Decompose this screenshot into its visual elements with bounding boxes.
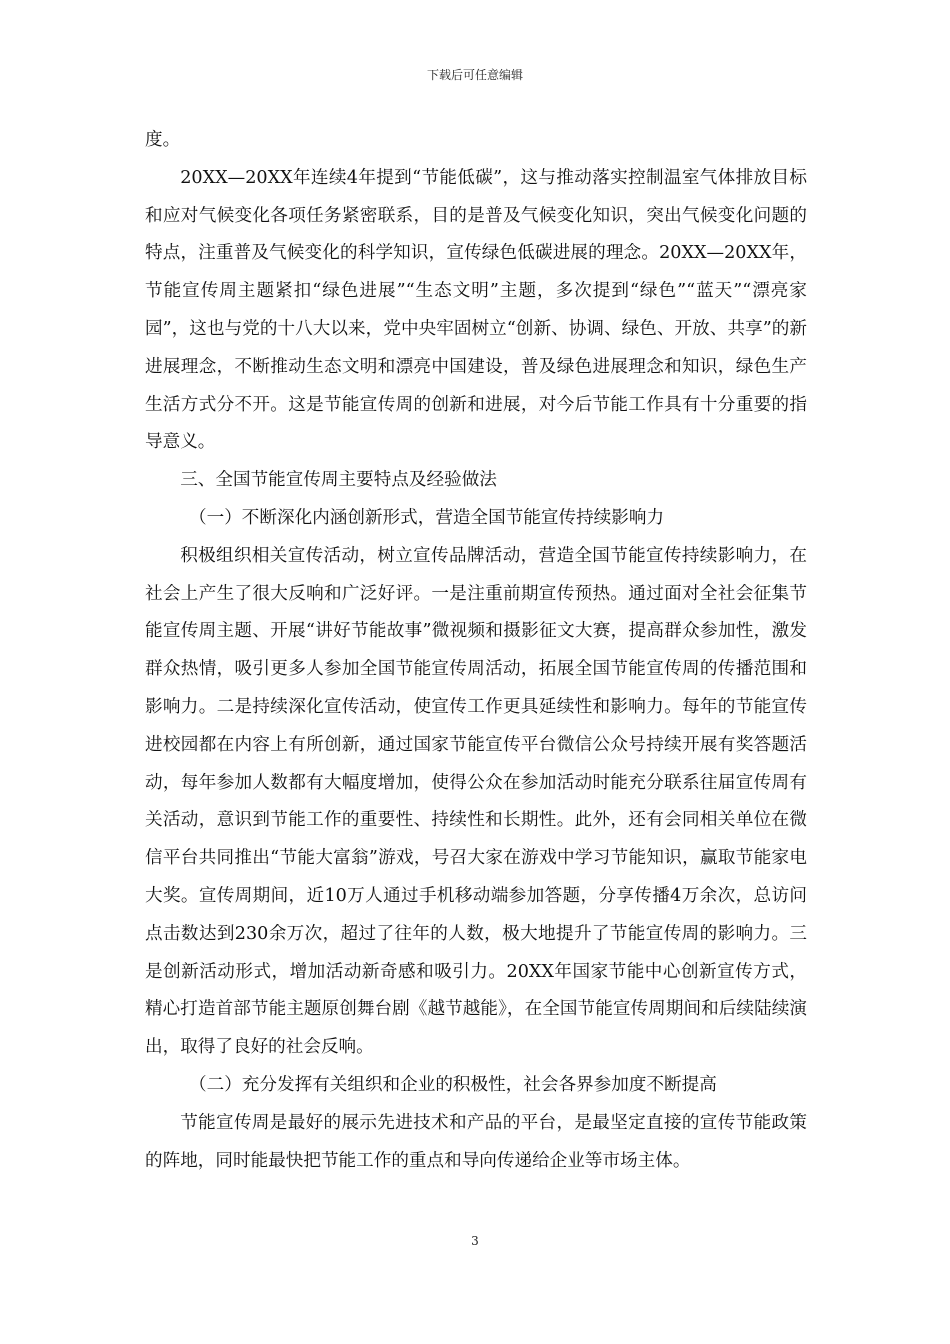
subsection-heading-2: （二）充分发挥有关组织和企业的积极性，社会各界参加度不断提高: [189, 1074, 717, 1095]
paragraph-publicity-activities: 积极组织相关宣传活动，树立宣传品牌活动，营造全国节能宣传持续影响力，在社会上产生了很大反响和广泛好评。一是注重前期宣传预热。通过面对全社会征集节能宣传周主题、开展“讲好节能故事”微视频和摄影征文大赛，提高群众参加性，激发群众热情，吸引更多人参加全国节能宣传周活动，拓展全国节能宣传周的传播范围和影响力。二是持续深化宣传活动，使宣传工作更具延续性和影响力。每年的节能宣传进校园都在内容上有所创新，通过国家节能宣传平台微信公众号持续开展有奖答题活动，每年参加人数都有大幅度增加，使得公众在参加活动时能充分联系往届宣传周有关活动，意识到节能工作的重要性、持续性和长期性。此外，还有会同相关单位在微信平台共同推出“节能大富翁”游戏，号召大家在游戏中学习节能知识，赢取节能家电大奖。宣传周期间，近10万人通过手机移动端参加答题，分享传播4万余次，总访问点击数达到230余万次，超过了往年的人数，极大地提升了节能宣传周的影响力。三是创新活动形式，增加活动新奇感和吸引力。20XX年国家节能中心创新宣传方式，精心打造首部节能主题原创舞台剧《越节越能》，在全国节能宣传周期间和后续陆续演出，取得了良好的社会反响。: [145, 545, 807, 1058]
paragraph-energy-week-themes: 20XX—20XX年连续4年提到“节能低碳”，这与推动落实控制温室气体排放目标和应对气候变化各项任务紧密联系，目的是普及气候变化知识，突出气候变化问题的特点，注重普及气候变化的科学知识，宣传绿色低碳进展的理念。20XX—20XX年，节能宣传周主题紧扣“绿色进展”“生态文明”主题，多次提到“绿色”“蓝天”“漂亮家园”，这也与党的十八大以来，党中央牢固树立“创新、协调、绿色、开放、共享”的新进展理念，不断推动生态文明和漂亮中国建设，普及绿色进展理念和知识，绿色生产生活方式分不开。这是节能宣传周的创新和进展，对今后节能工作具有十分重要的指导意义。: [145, 167, 807, 453]
paragraph-platform: 节能宣传周是最好的展示先进技术和产品的平台，是最坚定直接的宣传节能政策的阵地，同时能最快把节能工作的重点和导向传递给企业等市场主体。: [145, 1112, 807, 1171]
subsection-heading-1: （一）不断深化内涵创新形式，营造全国节能宣传持续影响力: [189, 507, 665, 528]
page-number: 3: [471, 1234, 479, 1248]
document-body: [145, 122, 807, 1180]
page-header: 下载后可任意编辑: [426, 68, 523, 82]
section-heading-3: 三、全国节能宣传周主要特点及经验做法: [180, 470, 497, 491]
paragraph-continuation: 度。: [145, 130, 181, 150]
